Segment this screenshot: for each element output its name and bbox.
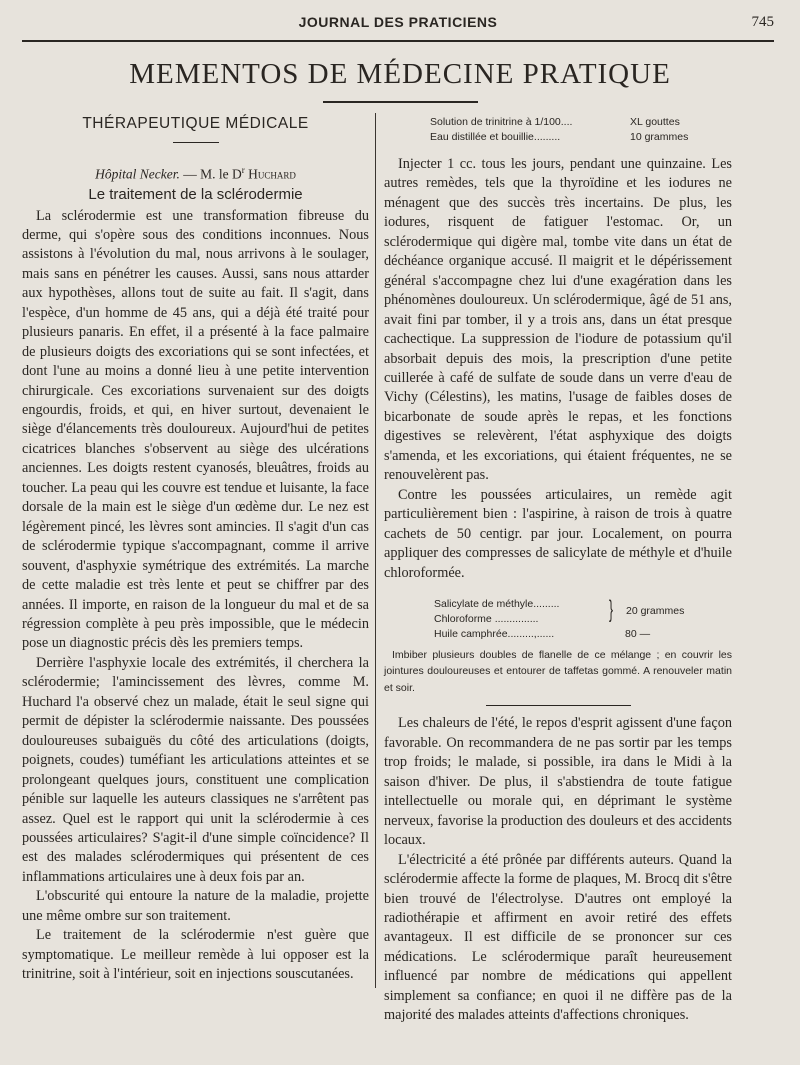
running-head (22, 14, 774, 36)
ingredient-quantity: XL gouttes (630, 116, 680, 128)
paragraph: Les chaleurs de l'été, le repos d'esprit agissent d'une façon favorable. On recommandera de ne pas sortir par les temps trop froids; le malade, si possible, ira dans le Midi à la saison d'hiver. De plus, il s'abstiendra de toute fatigue intellectuelle ou morale qui, en déprimant le système nerveux, favorise la production des douleurs et des accidents locaux. (384, 715, 732, 849)
ingredient-name: Huile camphrée.........,...... (434, 627, 555, 640)
page-number: 745 (751, 14, 774, 30)
paragraph: Contre les poussées articulaires, un remède agit particulièrement bien : l'aspirine, à raison de trois à quatre cachets de 50 centigr. par jour. Localement, on pourra appliquer des compresses de salicylate de méthyle et d'huile chloroformée. (384, 486, 732, 581)
byline-author: Huchard (244, 166, 296, 182)
paragraph: Injecter 1 cc. tous les jours, pendant une quinzaine. Les autres remèdes, tels que la thyroïdine et les iodures ne ménagent que des succès très incertains. De plus, les iodures, risquent de fatiguer l'estomac. Or, un sclérodermique qui digère mal, tombe vite dans un état de déchéance organique accusé. Il maigrit et le dépérissement général s'accompagne chez lui d'une exagération dans les phénomènes douloureux. Un sclérodermique, âgé de 51 ans, avait fini par tomber, il y a trois ans, dans un état presque cachectique. La suppression de l'iodure de potassium qu'il absorbait depuis des mois, la prescription d'une petite cuillerée à café de sulfate de soude dans un verre d'eau de Vichy (Célestins), les matins, l'usage de faibles doses de bicarbonate de soude après le repas, et les fonctions digestives se relevèrent, l'état asphyxique des doigts s'amenda, et les excoriations, qui étaient fréquentes, ne se renouvelèrent pas. (384, 156, 732, 484)
ingredient-name: Eau distillée et bouillie......... (430, 131, 561, 143)
prescription-trinitrine (430, 115, 732, 145)
ingredient-name: Salicylate de méthyle......... (434, 597, 560, 610)
title-rule (323, 101, 478, 103)
paragraph: L'électricité a été prônée par différents auteurs. Quand la sclérodermie affecte la forme de plaques, M. Brocq dit s'être bien trouvé de l'électrolyse. D'autres ont employé la radiothérapie et affirment en avoir retiré des effets avantageux. Il est difficile de se prononcer sur ces médications. Le sclérodermique paraît heureusement influencé par nombre de médications qui appellent simplement sa confiance; en quoi il ne diffère pas de la majorité des malades atteints d'affections chroniques. (384, 851, 732, 1024)
brace-icon: } (609, 595, 614, 623)
prescription-line (434, 597, 732, 612)
ingredient-quantity: 80 — (625, 627, 651, 640)
prescription-line (430, 115, 732, 130)
byline-sup: r (241, 165, 245, 175)
shared-quantity: 20 grammes (626, 604, 685, 617)
left-column (22, 113, 369, 985)
section-rule (173, 142, 219, 143)
byline-dash: — M. le D (183, 166, 242, 182)
prescription-line (430, 130, 732, 145)
ingredient-quantity: 10 grammes (630, 131, 689, 143)
column-divider (375, 113, 376, 988)
prescription-line (434, 627, 732, 642)
byline-place: Hôpital Necker. (95, 166, 180, 182)
byline (22, 165, 369, 183)
header-rule (22, 40, 774, 42)
prescription-instruction: Imbiber plusieurs doubles de flanelle de ce mélange ; en couvrir les jointures douloureuses et entourer de taffetas gommé. A renouveler matin et soir. (384, 648, 732, 694)
prescription-liniment (434, 597, 732, 642)
ingredient-name: Solution de trinitrine à 1/100.... (430, 116, 573, 128)
paragraph: L'obscurité qui entoure la nature de la maladie, projette une même ombre sur son traitement. (22, 888, 369, 924)
paragraph: Derrière l'asphyxie locale des extrémités, il cherchera la sclérodermie; l'amincissement des lèvres, comme M. Huchard l'a observé chez un malade, était le seul signe qui permit de dépister la sclérodermie naissante. Des poussées douloureuses subaiguës du côté des articulations (doigts, poignets, coudes) tuméfiant les articulations atteintes et se prolongeant quelques jours, constituent une complication pénible sur laquelle les auteurs classiques ne s'arrêtent pas assez. Quel est le rapport qui unit la sclérodermie à ces poussées articulaires? S'agit-il d'une simple coïncidence? Il est des malades sclérodermiques qui présentent de ces inflammations articulaires une à deux fois par an. (22, 654, 369, 885)
article-title: Le traitement de la sclérodermie (88, 185, 303, 203)
prescription-line (434, 612, 732, 627)
paragraph: La sclérodermie est une transformation fibreuse du derme, qui s'opère sous des conditions inconnues. Nous assistons à l'évolution du mal, nous arrivons à le soulager, mais sans en pénétrer les causes. Aussi, sans nous attarder aux hypothèses, allons tout de suite au fait. Il s'agit, dans l'espèce, d'un homme de 45 ans, qui a déjà été traité pour plusieurs panaris. En effet, il a présenté à la face palmaire de plusieurs doigts des excoriations qui se sont infectées, et dont l'une au moins a donné lieu à une petite intervention chirurgicale. Ces excoriations survenaient sur des doigts engourdis, froids, et qui, en hiver surtout, devenaient le siège d'élancements très douloureux. Aujourd'hui de petites cicatrices blanches s'observent au siège des ulcérations anciennes. Les doigts restent cyanosés, bleuâtres, froids au toucher. La peau qui les couvre est tendue et luisante, la face dorsale de la main est le siège d'un œdème dur. Le nez est légèrement pincé, les lèvres sont amincies. Il s'agit d'un cas de sclérodermie typique s'accompagnant, comme il arrive souvent, d'asphyxie symétrique des extrémités. La marche de cette maladie est très lente et peut se chiffrer par des années. Il importe, en raison de la longueur du mal et de sa régression complète à peu près impossible, que le médecin pose un diagnostic précis dès les premiers temps. (22, 207, 369, 652)
right-column (384, 113, 732, 1026)
page-title: MEMENTOS DE MÉDECINE PRATIQUE (129, 58, 671, 90)
journal-name: JOURNAL DES PRATICIENS (298, 14, 498, 30)
section-title: THÉRAPEUTIQUE MÉDICALE (82, 115, 309, 132)
ingredient-name: Chloroforme ............... (434, 612, 539, 625)
divider (486, 705, 631, 706)
paragraph: Le traitement de la sclérodermie n'est guère que symptomatique. Le meilleur remède à lui opposer est la trinitrine, soit à l'intérieur, soit en injections souscutanées. (22, 927, 369, 983)
